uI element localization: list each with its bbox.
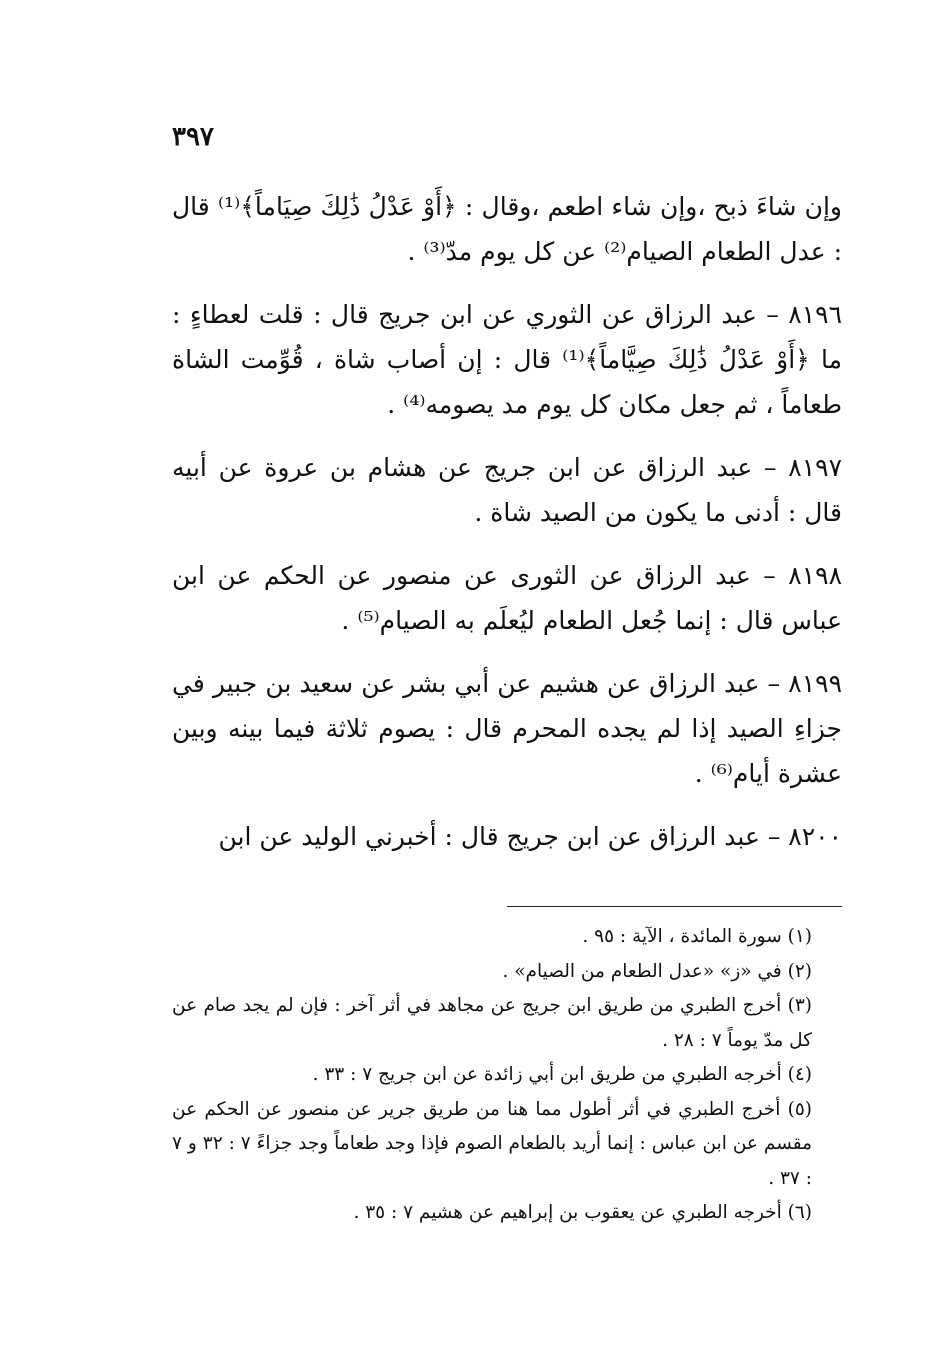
footnote: (٣) أخرج الطبري من طريق ابن جريج عن مجاهد في أثر آخر : فإن لم يجد صام عن كل مدّ يوماً ٧ : ٢٨ . (172, 995, 812, 1051)
paragraph: ٨١٩٦ – عبد الرزاق عن الثوري عن ابن جريج قال : قلت لعطاءٍ : ما ﴿أَوْ عَدْلُ ذَٰلِكَ صِيَّاماً﴾⁽¹⁾ قال : إن أصاب شاة ، قُوِّمت الشاة طعاماً ، ثم جعل مكان كل يوم مد يصومه⁽⁴⁾ . (172, 300, 842, 419)
footnote-divider (507, 906, 842, 907)
paragraph: ٨١٩٩ – عبد الرزاق عن هشيم عن أبي بشر عن سعيد بن جبير في جزاءِ الصيد إذا لم يجده المحرم قال : يصوم ثلاثة فيما بينه وبين عشرة أيام⁽⁶⁾ . (172, 669, 842, 788)
main-text (172, 184, 842, 859)
footnote: (٢) في «ز» «عدل الطعام من الصيام» . (502, 960, 812, 982)
footnote: (٦) أخرجه الطبري عن يعقوب بن إبراهيم عن هشيم ٧ : ٣٥ . (353, 1202, 812, 1223)
paragraph: ٨١٩٨ – عبد الرزاق عن الثورى عن منصور عن الحكم عن ابن عباس قال : إنما جُعل الطعام ليُعلَم به الصيام⁽⁵⁾ . (172, 561, 842, 635)
footnote: (٤) أخرجه الطبري من طريق ابن أبي زائدة عن ابن جريج ٧ : ٣٣ . (312, 1064, 812, 1085)
page-number: ٣٩٧ (172, 122, 214, 152)
paragraph: ٨٢٠٠ – عبد الرزاق عن ابن جريج قال : أخبرني الوليد عن ابن (218, 822, 842, 851)
footnotes (172, 920, 842, 1231)
paragraph: ٨١٩٧ – عبد الرزاق عن ابن جريج عن هشام بن عروة عن أبيه قال : أدنى ما يكون من الصيد شاة . (172, 453, 842, 527)
footnote: (١) سورة المائدة ، الآية : ٩٥ . (582, 926, 812, 947)
footnote: (٥) أخرج الطبري في أثر أطول مما هنا من طريق جرير عن منصور عن الحكم عن مقسم عن ابن عباس : إنما أريد بالطعام الصوم فإذا وجد طعاماً وجد جزاءً ٧ : ٣٢ و ٧ : ٣٧ . (172, 1098, 813, 1189)
paragraph: وإن شاءَ ذبح ،وإن شاء اطعم ،وقال : ﴿أَوْ عَدْلُ ذَٰلِكَ صِيَاماً﴾⁽¹⁾ قال : عدل الطعام الصيام⁽²⁾ عن كل يوم مدّ⁽³⁾ . (172, 192, 842, 266)
